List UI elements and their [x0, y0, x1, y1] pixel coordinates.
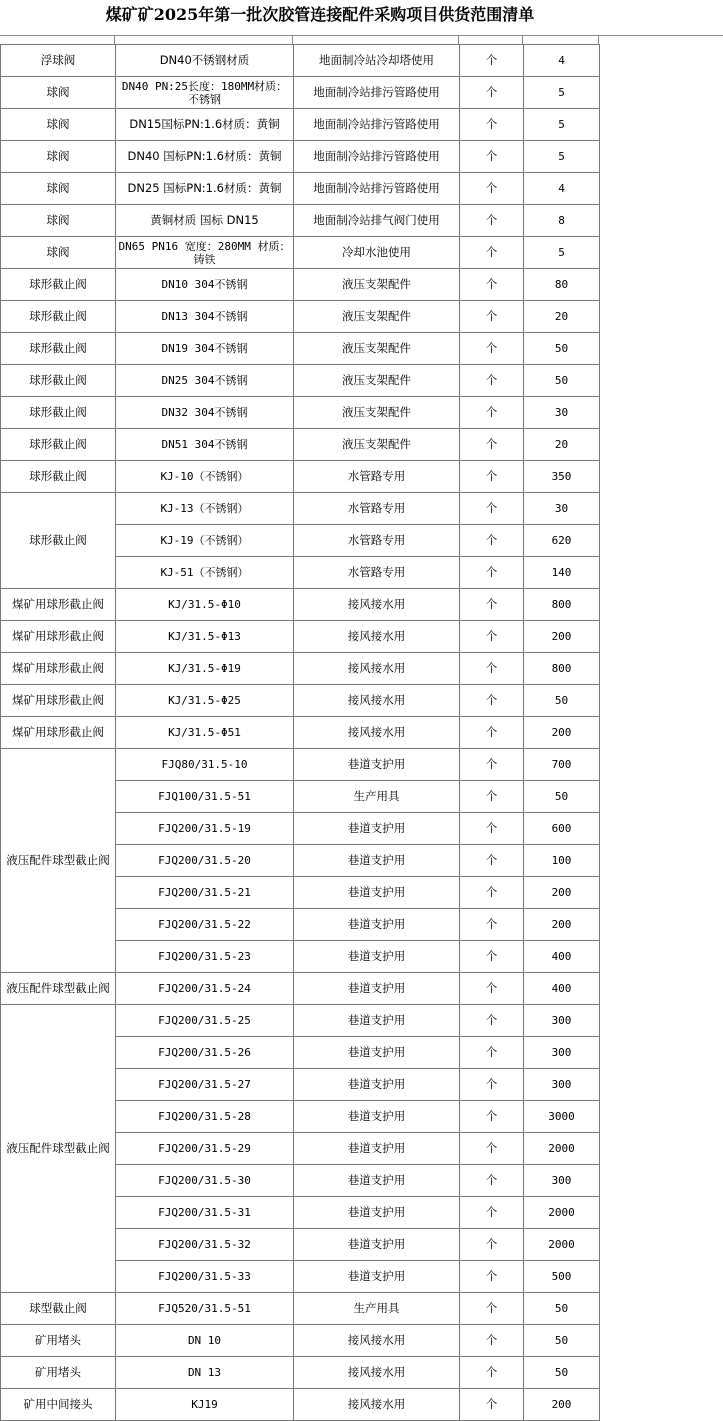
- column-divider: [458, 36, 459, 44]
- spec-cell: FJQ200/31.5-19: [116, 813, 294, 845]
- unit-cell: 个: [460, 1229, 524, 1261]
- quantity-cell: 800: [524, 653, 600, 685]
- usage-cell: 巷道支护用: [294, 1101, 460, 1133]
- unit-cell: 个: [460, 589, 524, 621]
- spec-cell: FJQ200/31.5-21: [116, 877, 294, 909]
- usage-cell: 巷道支护用: [294, 813, 460, 845]
- usage-cell: 地面制冷站排污管路使用: [294, 109, 460, 141]
- unit-cell: 个: [460, 461, 524, 493]
- spec-cell: FJQ200/31.5-30: [116, 1165, 294, 1197]
- unit-cell: 个: [460, 1389, 524, 1421]
- spec-cell: FJQ200/31.5-22: [116, 909, 294, 941]
- quantity-cell: 300: [524, 1069, 600, 1101]
- table-body: [1, 45, 600, 1421]
- unit-cell: 个: [460, 781, 524, 813]
- unit-cell: 个: [460, 237, 524, 269]
- spec-cell: FJQ80/31.5-10: [116, 749, 294, 781]
- item-name-cell: 球阀: [1, 77, 116, 109]
- table-row: [1, 45, 600, 77]
- table-row: [1, 1357, 600, 1389]
- quantity-cell: 30: [524, 397, 600, 429]
- quantity-cell: 350: [524, 461, 600, 493]
- quantity-cell: 140: [524, 557, 600, 589]
- spec-cell: FJQ200/31.5-33: [116, 1261, 294, 1293]
- table-row: [1, 365, 600, 397]
- unit-cell: 个: [460, 1069, 524, 1101]
- unit-cell: 个: [460, 813, 524, 845]
- unit-cell: 个: [460, 77, 524, 109]
- unit-cell: 个: [460, 397, 524, 429]
- usage-cell: 液压支架配件: [294, 269, 460, 301]
- item-name-cell: 球形截止阀: [1, 269, 116, 301]
- spec-cell: KJ/31.5-Φ19: [116, 653, 294, 685]
- unit-cell: 个: [460, 429, 524, 461]
- spec-cell: FJQ520/31.5-51: [116, 1293, 294, 1325]
- column-divider: [114, 36, 115, 44]
- item-name-cell: 球形截止阀: [1, 429, 116, 461]
- usage-cell: 巷道支护用: [294, 1005, 460, 1037]
- usage-cell: 巷道支护用: [294, 845, 460, 877]
- usage-cell: 接风接水用: [294, 1325, 460, 1357]
- spec-cell: DN19 304不锈钢: [116, 333, 294, 365]
- item-name-cell: 液压配件球型截止阀: [1, 1005, 116, 1293]
- usage-cell: 液压支架配件: [294, 429, 460, 461]
- quantity-cell: 200: [524, 909, 600, 941]
- quantity-cell: 5: [524, 237, 600, 269]
- spec-cell: FJQ200/31.5-31: [116, 1197, 294, 1229]
- quantity-cell: 100: [524, 845, 600, 877]
- item-name-cell: 球形截止阀: [1, 365, 116, 397]
- unit-cell: 个: [460, 205, 524, 237]
- table-row: [1, 621, 600, 653]
- unit-cell: 个: [460, 525, 524, 557]
- unit-cell: 个: [460, 845, 524, 877]
- quantity-cell: 200: [524, 1389, 600, 1421]
- quantity-cell: 50: [524, 1325, 600, 1357]
- spec-cell: 黄铜材质 国标 DN15: [116, 205, 294, 237]
- unit-cell: 个: [460, 333, 524, 365]
- quantity-cell: 50: [524, 781, 600, 813]
- unit-cell: 个: [460, 557, 524, 589]
- unit-cell: 个: [460, 877, 524, 909]
- item-name-cell: 球型截止阀: [1, 1293, 116, 1325]
- quantity-cell: 20: [524, 429, 600, 461]
- quantity-cell: 400: [524, 973, 600, 1005]
- quantity-cell: 2000: [524, 1133, 600, 1165]
- spec-cell: DN40 国标PN:1.6材质：黄铜: [116, 141, 294, 173]
- table-row: [1, 685, 600, 717]
- table-row: [1, 973, 600, 1005]
- unit-cell: 个: [460, 1293, 524, 1325]
- unit-cell: 个: [460, 941, 524, 973]
- item-name-cell: 球阀: [1, 109, 116, 141]
- usage-cell: 巷道支护用: [294, 1165, 460, 1197]
- usage-cell: 巷道支护用: [294, 749, 460, 781]
- unit-cell: 个: [460, 1197, 524, 1229]
- quantity-cell: 200: [524, 877, 600, 909]
- item-name-cell: 球形截止阀: [1, 461, 116, 493]
- unit-cell: 个: [460, 1133, 524, 1165]
- quantity-cell: 300: [524, 1037, 600, 1069]
- spec-cell: DN 10: [116, 1325, 294, 1357]
- unit-cell: 个: [460, 1101, 524, 1133]
- unit-cell: 个: [460, 1037, 524, 1069]
- usage-cell: 液压支架配件: [294, 301, 460, 333]
- item-name-cell: 球阀: [1, 205, 116, 237]
- header-divider: [0, 35, 723, 36]
- table-row: [1, 1005, 600, 1037]
- unit-cell: 个: [460, 1005, 524, 1037]
- item-name-cell: 液压配件球型截止阀: [1, 749, 116, 973]
- usage-cell: 水管路专用: [294, 557, 460, 589]
- unit-cell: 个: [460, 109, 524, 141]
- spec-cell: DN40不锈钢材质: [116, 45, 294, 77]
- spec-cell: KJ-13（不锈钢）: [116, 493, 294, 525]
- quantity-cell: 2000: [524, 1197, 600, 1229]
- item-name-cell: 球阀: [1, 237, 116, 269]
- usage-cell: 巷道支护用: [294, 973, 460, 1005]
- unit-cell: 个: [460, 1357, 524, 1389]
- unit-cell: 个: [460, 973, 524, 1005]
- table-row: [1, 749, 600, 781]
- quantity-cell: 50: [524, 365, 600, 397]
- spec-cell: KJ-51（不锈钢）: [116, 557, 294, 589]
- quantity-cell: 4: [524, 45, 600, 77]
- usage-cell: 巷道支护用: [294, 1229, 460, 1261]
- item-name-cell: 球形截止阀: [1, 493, 116, 589]
- usage-cell: 接风接水用: [294, 621, 460, 653]
- spec-cell: DN40 PN:25长度：180MM材质：不锈钢: [116, 77, 294, 109]
- usage-cell: 地面制冷站排污管路使用: [294, 77, 460, 109]
- spec-cell: DN15国标PN:1.6材质：黄铜: [116, 109, 294, 141]
- usage-cell: 接风接水用: [294, 1389, 460, 1421]
- table-row: [1, 301, 600, 333]
- table-row: [1, 493, 600, 525]
- unit-cell: 个: [460, 269, 524, 301]
- quantity-cell: 200: [524, 621, 600, 653]
- spec-cell: DN 13: [116, 1357, 294, 1389]
- spec-cell: KJ-10（不锈钢）: [116, 461, 294, 493]
- unit-cell: 个: [460, 1261, 524, 1293]
- quantity-cell: 300: [524, 1165, 600, 1197]
- item-name-cell: 球阀: [1, 173, 116, 205]
- usage-cell: 巷道支护用: [294, 1069, 460, 1101]
- quantity-cell: 200: [524, 717, 600, 749]
- usage-cell: 生产用具: [294, 781, 460, 813]
- item-name-cell: 煤矿用球形截止阀: [1, 653, 116, 685]
- usage-cell: 地面制冷站排污管路使用: [294, 141, 460, 173]
- page-title: 煤矿矿2025年第一批次胶管连接配件采购项目供货范围清单: [105, 5, 535, 24]
- quantity-cell: 600: [524, 813, 600, 845]
- item-name-cell: 煤矿用球形截止阀: [1, 685, 116, 717]
- spec-cell: FJQ100/31.5-51: [116, 781, 294, 813]
- item-name-cell: 球形截止阀: [1, 397, 116, 429]
- spec-cell: KJ19: [116, 1389, 294, 1421]
- spec-cell: DN25 国标PN:1.6材质：黄铜: [116, 173, 294, 205]
- quantity-cell: 8: [524, 205, 600, 237]
- usage-cell: 接风接水用: [294, 1357, 460, 1389]
- column-divider: [522, 36, 523, 44]
- table-row: [1, 141, 600, 173]
- spec-cell: KJ-19（不锈钢）: [116, 525, 294, 557]
- usage-cell: 巷道支护用: [294, 1037, 460, 1069]
- spec-cell: DN13 304不锈钢: [116, 301, 294, 333]
- table-row: [1, 1325, 600, 1357]
- spec-cell: DN65 PN16 宽度：280MM 材质：铸铁: [116, 237, 294, 269]
- table-row: [1, 397, 600, 429]
- usage-cell: 地面制冷站冷却塔使用: [294, 45, 460, 77]
- spec-cell: FJQ200/31.5-24: [116, 973, 294, 1005]
- table-row: [1, 269, 600, 301]
- unit-cell: 个: [460, 685, 524, 717]
- unit-cell: 个: [460, 653, 524, 685]
- usage-cell: 巷道支护用: [294, 941, 460, 973]
- usage-cell: 液压支架配件: [294, 365, 460, 397]
- unit-cell: 个: [460, 493, 524, 525]
- quantity-cell: 2000: [524, 1229, 600, 1261]
- usage-cell: 水管路专用: [294, 493, 460, 525]
- spec-cell: DN51 304不锈钢: [116, 429, 294, 461]
- table-row: [1, 205, 600, 237]
- unit-cell: 个: [460, 717, 524, 749]
- table-row: [1, 173, 600, 205]
- spec-cell: DN10 304不锈钢: [116, 269, 294, 301]
- table-row: [1, 653, 600, 685]
- spec-cell: FJQ200/31.5-26: [116, 1037, 294, 1069]
- item-name-cell: 球形截止阀: [1, 301, 116, 333]
- quantity-cell: 5: [524, 109, 600, 141]
- spec-cell: FJQ200/31.5-32: [116, 1229, 294, 1261]
- spec-cell: FJQ200/31.5-29: [116, 1133, 294, 1165]
- table-row: [1, 109, 600, 141]
- unit-cell: 个: [460, 909, 524, 941]
- unit-cell: 个: [460, 141, 524, 173]
- supply-scope-table: [0, 44, 600, 1421]
- item-name-cell: 矿用中间接头: [1, 1389, 116, 1421]
- unit-cell: 个: [460, 173, 524, 205]
- quantity-cell: 400: [524, 941, 600, 973]
- spec-cell: KJ/31.5-Φ10: [116, 589, 294, 621]
- item-name-cell: 液压配件球型截止阀: [1, 973, 116, 1005]
- table-row: [1, 1293, 600, 1325]
- spec-cell: DN25 304不锈钢: [116, 365, 294, 397]
- item-name-cell: 浮球阀: [1, 45, 116, 77]
- usage-cell: 液压支架配件: [294, 397, 460, 429]
- quantity-cell: 50: [524, 1293, 600, 1325]
- item-name-cell: 球形截止阀: [1, 333, 116, 365]
- item-name-cell: 煤矿用球形截止阀: [1, 621, 116, 653]
- quantity-cell: 80: [524, 269, 600, 301]
- item-name-cell: 矿用堵头: [1, 1357, 116, 1389]
- quantity-cell: 300: [524, 1005, 600, 1037]
- quantity-cell: 500: [524, 1261, 600, 1293]
- spec-cell: FJQ200/31.5-20: [116, 845, 294, 877]
- usage-cell: 水管路专用: [294, 461, 460, 493]
- table-row: [1, 1389, 600, 1421]
- usage-cell: 巷道支护用: [294, 1197, 460, 1229]
- usage-cell: 接风接水用: [294, 717, 460, 749]
- quantity-cell: 5: [524, 141, 600, 173]
- spec-cell: FJQ200/31.5-27: [116, 1069, 294, 1101]
- table-row: [1, 717, 600, 749]
- unit-cell: 个: [460, 621, 524, 653]
- usage-cell: 巷道支护用: [294, 909, 460, 941]
- spec-cell: DN32 304不锈钢: [116, 397, 294, 429]
- column-divider: [598, 36, 599, 44]
- table-row: [1, 333, 600, 365]
- table-row: [1, 461, 600, 493]
- spec-cell: FJQ200/31.5-23: [116, 941, 294, 973]
- quantity-cell: 50: [524, 1357, 600, 1389]
- quantity-cell: 800: [524, 589, 600, 621]
- quantity-cell: 20: [524, 301, 600, 333]
- quantity-cell: 4: [524, 173, 600, 205]
- table-row: [1, 429, 600, 461]
- usage-cell: 接风接水用: [294, 685, 460, 717]
- spec-cell: KJ/31.5-Φ25: [116, 685, 294, 717]
- item-name-cell: 矿用堵头: [1, 1325, 116, 1357]
- unit-cell: 个: [460, 1165, 524, 1197]
- usage-cell: 地面制冷站排气阀门使用: [294, 205, 460, 237]
- spec-cell: KJ/31.5-Φ13: [116, 621, 294, 653]
- unit-cell: 个: [460, 1325, 524, 1357]
- quantity-cell: 50: [524, 333, 600, 365]
- item-name-cell: 煤矿用球形截止阀: [1, 717, 116, 749]
- item-name-cell: 球阀: [1, 141, 116, 173]
- spec-cell: FJQ200/31.5-28: [116, 1101, 294, 1133]
- usage-cell: 接风接水用: [294, 589, 460, 621]
- table-row: [1, 237, 600, 269]
- quantity-cell: 700: [524, 749, 600, 781]
- spec-cell: KJ/31.5-Φ51: [116, 717, 294, 749]
- unit-cell: 个: [460, 301, 524, 333]
- unit-cell: 个: [460, 365, 524, 397]
- usage-cell: 巷道支护用: [294, 1261, 460, 1293]
- item-name-cell: 煤矿用球形截止阀: [1, 589, 116, 621]
- table-row: [1, 589, 600, 621]
- usage-cell: 地面制冷站排污管路使用: [294, 173, 460, 205]
- quantity-cell: 30: [524, 493, 600, 525]
- quantity-cell: 3000: [524, 1101, 600, 1133]
- quantity-cell: 50: [524, 685, 600, 717]
- quantity-cell: 5: [524, 77, 600, 109]
- usage-cell: 巷道支护用: [294, 1133, 460, 1165]
- usage-cell: 接风接水用: [294, 653, 460, 685]
- quantity-cell: 620: [524, 525, 600, 557]
- usage-cell: 生产用具: [294, 1293, 460, 1325]
- usage-cell: 冷却水池使用: [294, 237, 460, 269]
- unit-cell: 个: [460, 749, 524, 781]
- usage-cell: 液压支架配件: [294, 333, 460, 365]
- usage-cell: 水管路专用: [294, 525, 460, 557]
- usage-cell: 巷道支护用: [294, 877, 460, 909]
- column-divider: [292, 36, 293, 44]
- table-row: [1, 77, 600, 109]
- unit-cell: 个: [460, 45, 524, 77]
- spec-cell: FJQ200/31.5-25: [116, 1005, 294, 1037]
